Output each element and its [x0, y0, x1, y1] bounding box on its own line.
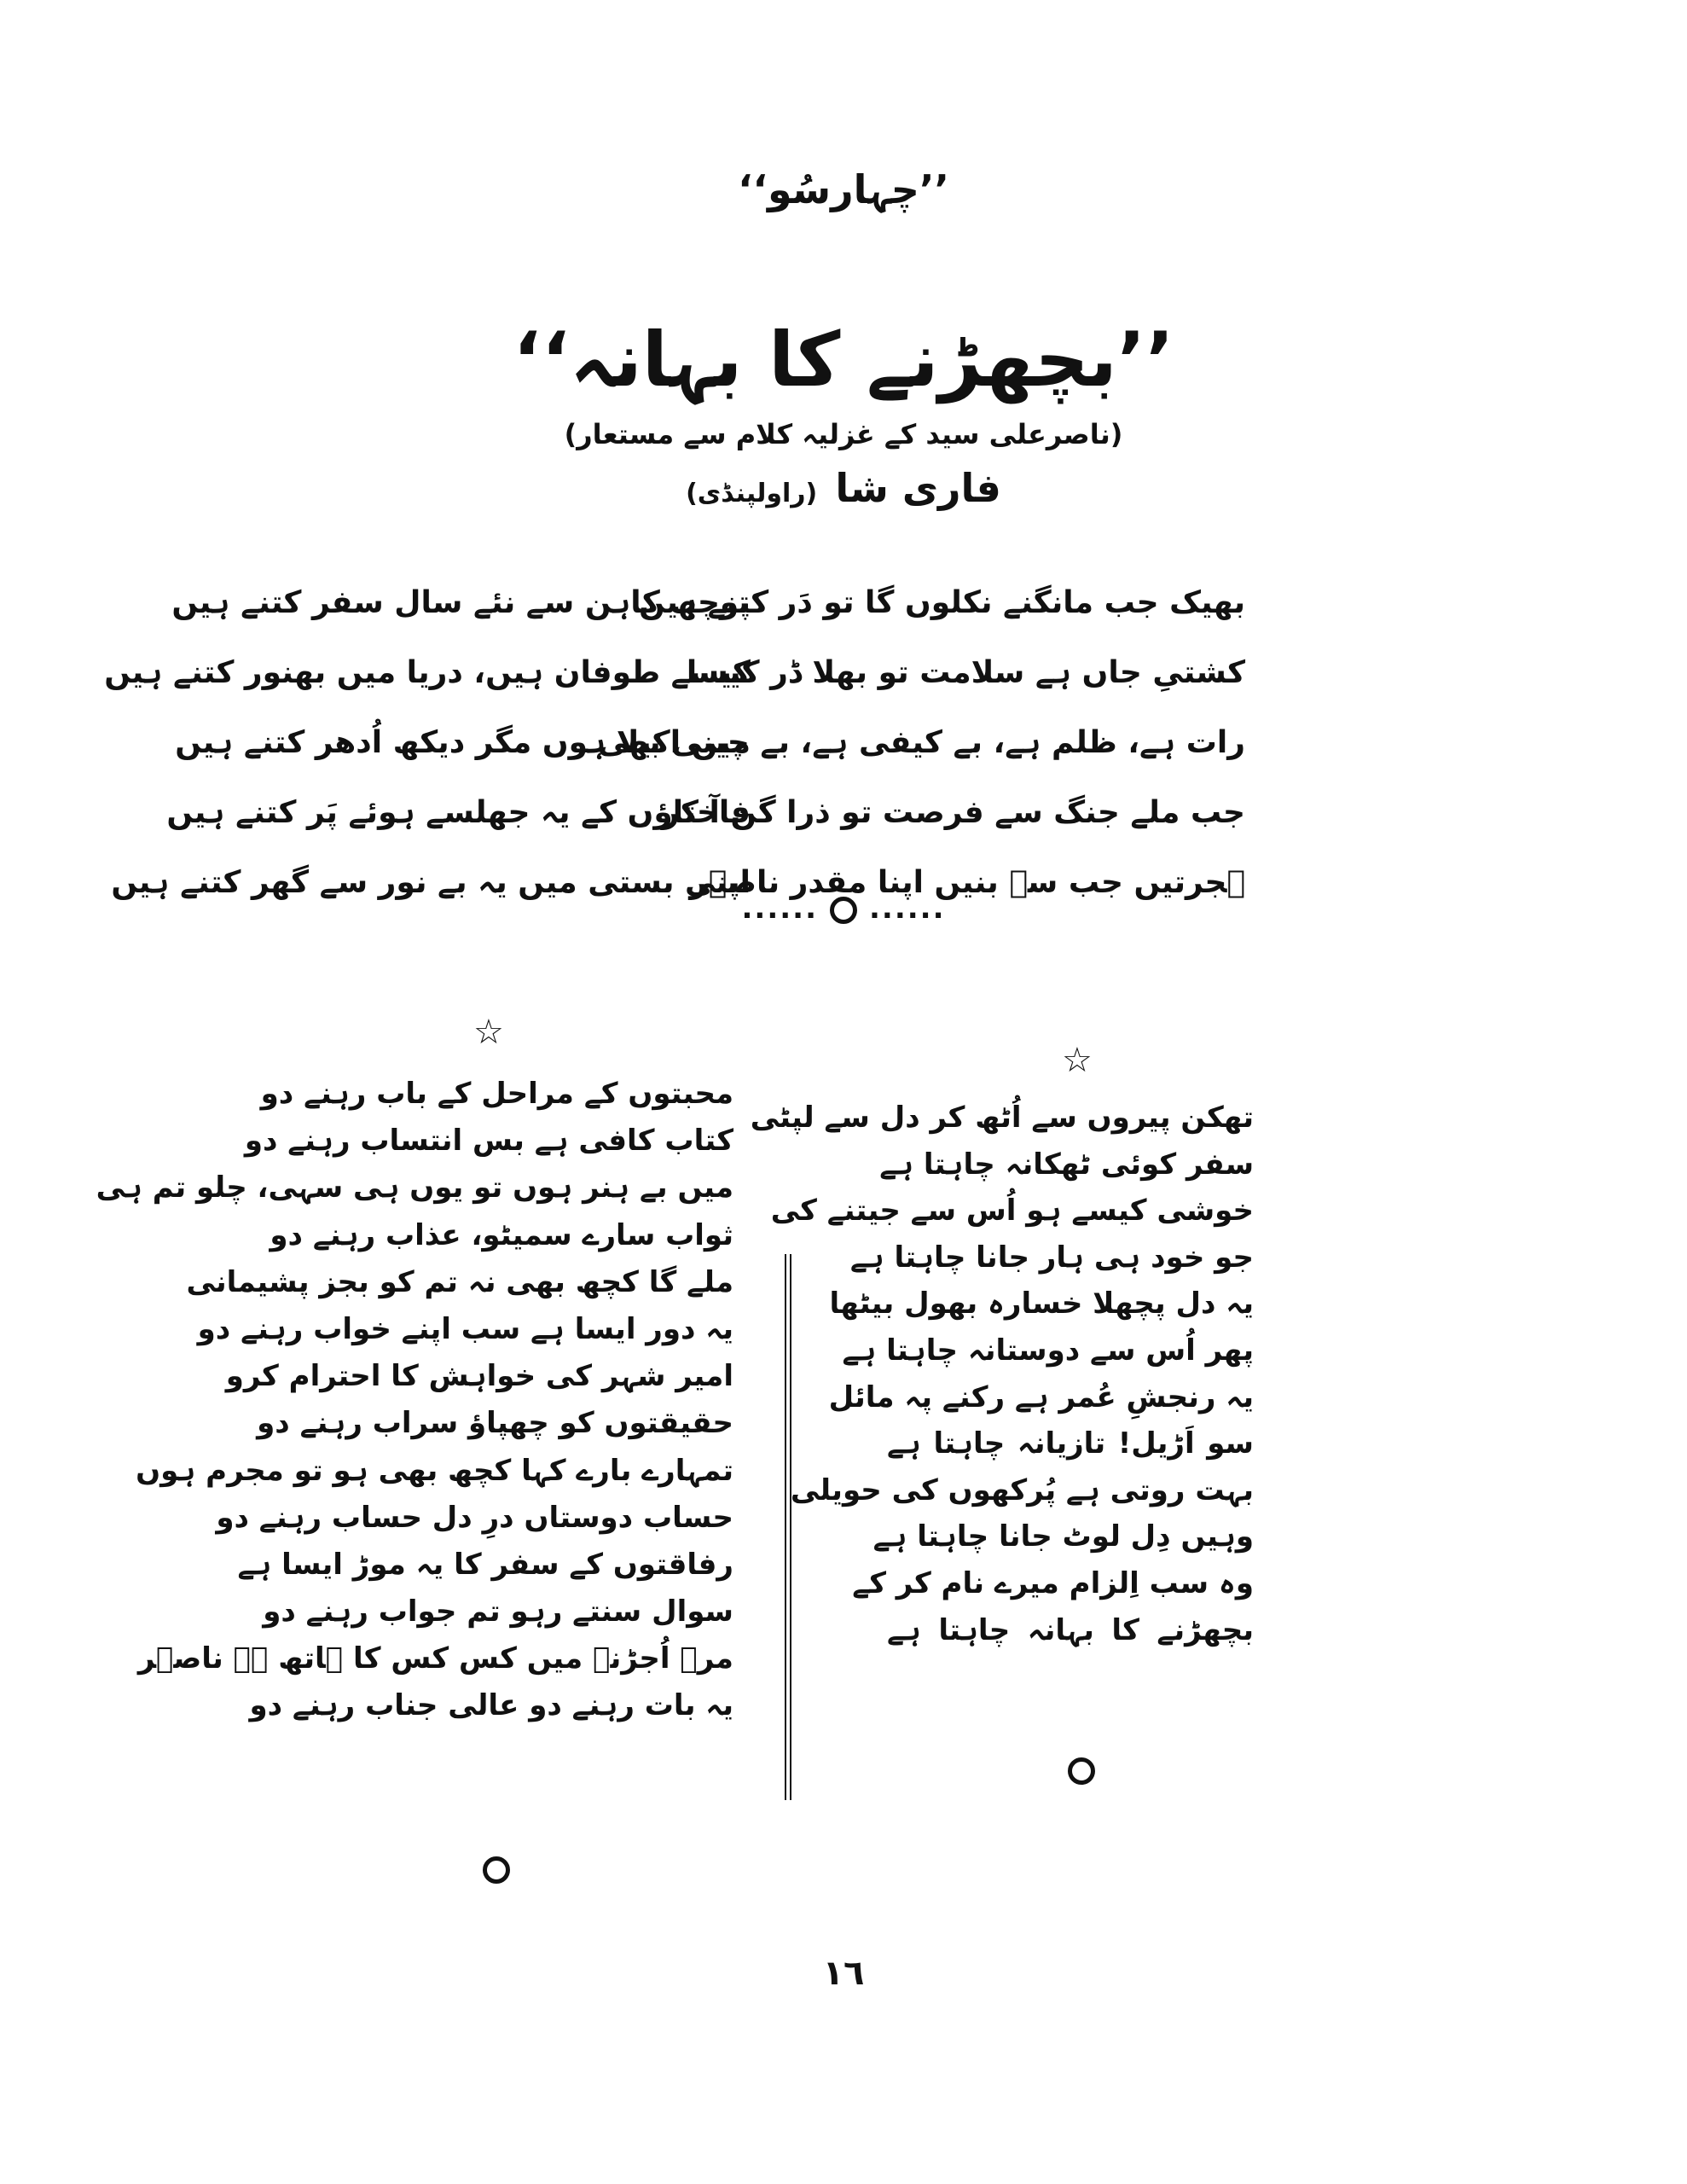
- verse-line: میں بے ہنر ہوں تو یوں ہی سہی، چلو تم ہی: [96, 1170, 733, 1205]
- verse-line: یہ دل پچھلا خسارہ بھول بیٹھا: [829, 1287, 1254, 1321]
- verse-line: بہت روتی ہے پُرکھوں کی حویلی: [790, 1472, 1254, 1507]
- verse-line: رفاقتوں کے سفر کا یہ موڑ ایسا ہے: [237, 1547, 733, 1582]
- verse-line: ثواب سارے سمیٹو، عذاب رہنے دو: [270, 1217, 733, 1252]
- misra-first: جب ملے جنگ سے فرصت تو ذرا گن آ کر: [661, 794, 1245, 830]
- verse-line: سفر کوئی ٹھکانہ چاہتا ہے: [879, 1147, 1254, 1182]
- couplet: [175, 707, 1245, 777]
- circle-ornament-icon: [1068, 1757, 1095, 1785]
- author-line: [0, 465, 1687, 511]
- couplet: [104, 637, 1245, 707]
- couplet: [166, 777, 1245, 847]
- poem-collection-title: ’’بچھڑنے کا بہانہ‘‘: [513, 316, 1174, 404]
- misra-second: میں اکیلا ہوں مگر دیکھ اُدھر کتنے ہیں: [175, 724, 751, 760]
- verse-line: وہیں دِل لوٹ جانا چاہتا ہے: [872, 1519, 1254, 1554]
- ghazal: [104, 567, 1245, 917]
- verse-line: وہ سب اِلزام میرے نام کر کے: [852, 1565, 1254, 1600]
- misra-second: فاختاؤں کے یہ جھلسے ہوئے پَر کتنے ہیں: [166, 794, 751, 830]
- misra-second: کیسے طوفان ہیں، دریا میں بھنور کتنے ہیں: [104, 654, 751, 690]
- circle-ornament-icon: [830, 897, 857, 924]
- star-icon: ☆: [473, 1013, 504, 1052]
- verse-line: پھر اُس سے دوستانہ چاہتا ہے: [842, 1333, 1254, 1368]
- verse-line: کتاب کافی ہے بس انتساب رہنے دو: [244, 1124, 733, 1159]
- magazine-header: ’’چہارسُو‘‘: [738, 166, 949, 212]
- verse-line: تمہارے بارے کہا کچھ بھی ہو تو مجرم ہوں: [136, 1453, 733, 1488]
- page-number: ١٦: [822, 1954, 865, 1993]
- verse-line: حساب دوستاں درِ دل حساب رہنے دو: [216, 1500, 733, 1535]
- misra-first: کشتیِ جاں ہے سلامت تو بھلا ڈر کیسا: [686, 654, 1245, 690]
- verse-line: مرے اُجڑنے میں کس کس کا ہاتھ ہے ناصؔر: [137, 1641, 733, 1676]
- star-icon: ☆: [1062, 1041, 1093, 1080]
- verse-line: بچھڑنے کا بہانہ چاہتا ہے: [887, 1612, 1254, 1647]
- verse-line: سو اَڑیل! تازیانہ چاہتا ہے: [887, 1426, 1254, 1461]
- poem-right: [750, 1095, 1254, 1653]
- misra-second: اپنی بستی میں یہ بے نور سے گھر کتنے ہیں: [111, 864, 751, 900]
- divider-dots-left: ......: [741, 892, 818, 926]
- verse-line: یہ دور ایسا ہے سب اپنے خواب رہنے دو: [197, 1311, 733, 1346]
- verse-line: جو خود ہی ہار جانا چاہتا ہے: [849, 1240, 1254, 1275]
- column-divider: [785, 1254, 791, 1800]
- circle-ornament-icon: [483, 1856, 510, 1884]
- misra-first: ہجرتیں جب سے بنیں اپنا مقدر ناصؔر: [689, 864, 1245, 900]
- section-divider: [0, 892, 1687, 926]
- author-city: (راولپنڈی): [686, 479, 818, 508]
- verse-line: حقیقتوں کو چھپاؤ سراب رہنے دو: [257, 1406, 733, 1441]
- misra-first: رات ہے، ظلم ہے، بے کیفی ہے، بے چینی بھی: [597, 724, 1245, 760]
- verse-line: خوشی کیسے ہو اُس سے جیتنے کی: [770, 1194, 1254, 1228]
- verse-line: یہ رنجشِ عُمر ہے رکنے پہ مائل: [828, 1380, 1254, 1414]
- couplet: [171, 567, 1245, 637]
- misra-first: بھیک جب مانگنے نکلوں گا تو دَر کتنے ہیں: [639, 584, 1245, 620]
- misra-second: پوچھ کاہن سے نئے سال سفر کتنے ہیں: [171, 584, 751, 620]
- verse-line: یہ بات رہنے دو عالی جناب رہنے دو: [249, 1688, 733, 1723]
- author-name: فاری شا: [835, 465, 1001, 511]
- subtitle: (ناصرعلی سید کے غزلیہ کلام سے مستعار): [564, 418, 1123, 450]
- divider-dots-right: ......: [869, 892, 946, 926]
- poem-left: [96, 1071, 733, 1730]
- verse-line: ملے گا کچھ بھی نہ تم کو بجز پشیمانی: [186, 1264, 733, 1299]
- verse-line: محبتوں کے مراحل کے باب رہنے دو: [260, 1077, 733, 1111]
- verse-line: امیر شہر کی خواہش کا احترام کرو: [225, 1359, 733, 1394]
- verse-line: سوال سنتے رہو تم جواب رہنے دو: [263, 1594, 733, 1629]
- verse-line: تھکن پیروں سے اُٹھ کر دل سے لپٹی: [750, 1101, 1254, 1135]
